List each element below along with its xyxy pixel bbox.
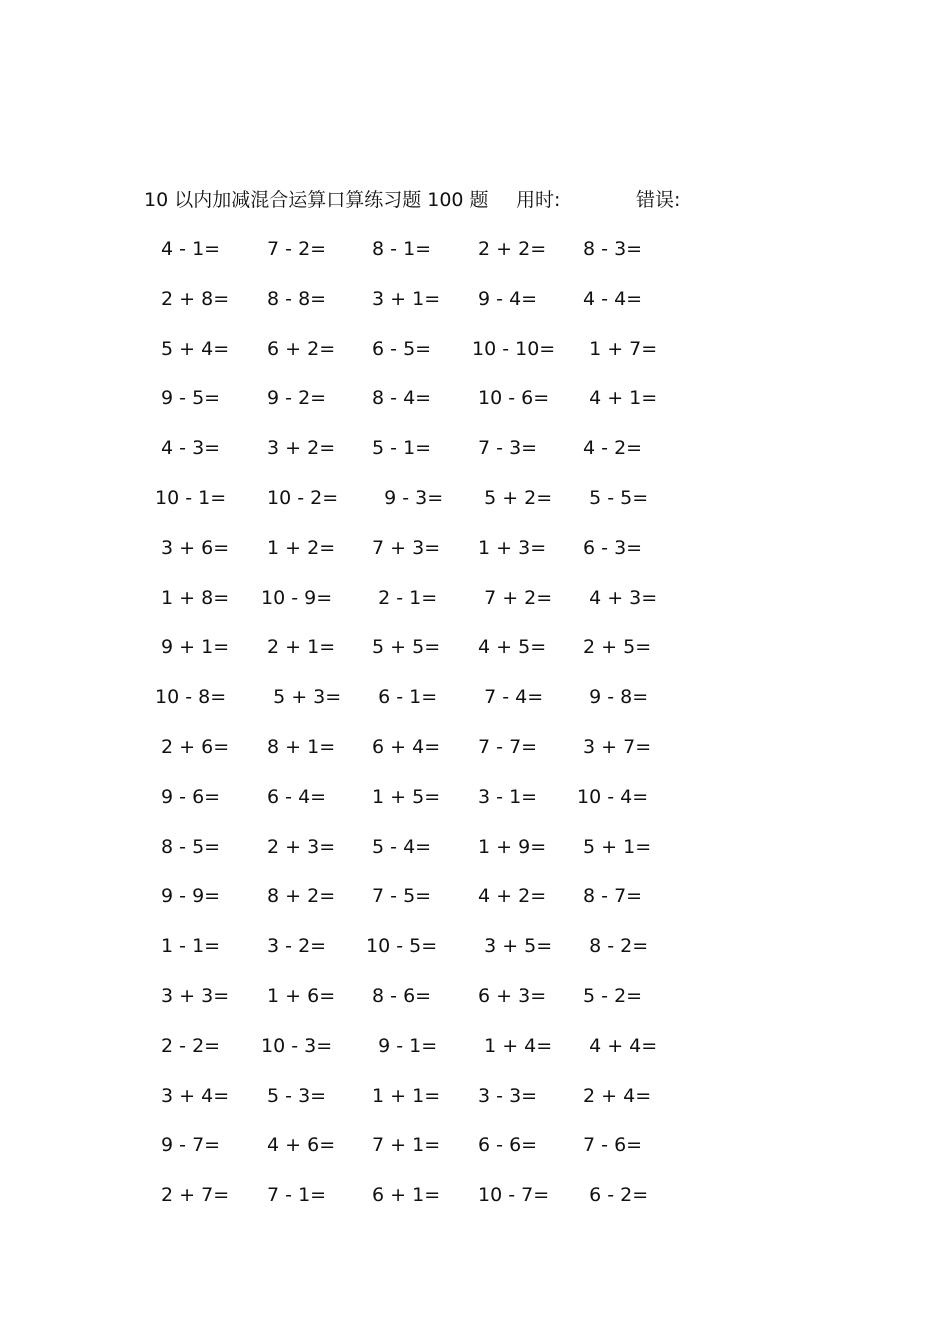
problem-row: [0, 286, 950, 336]
arithmetic-problem: 2 - 2=: [155, 1034, 221, 1057]
arithmetic-problem: 2 + 3=: [261, 835, 336, 858]
problem-row: [0, 983, 950, 1033]
arithmetic-problem: 10 - 7=: [472, 1184, 550, 1207]
problem-row: [0, 336, 950, 386]
arithmetic-problem: 2 + 1=: [261, 636, 336, 659]
arithmetic-problem: 6 - 6=: [472, 1134, 538, 1157]
arithmetic-problem: 1 + 9=: [472, 835, 547, 858]
arithmetic-problem: 3 + 5=: [472, 935, 553, 958]
arithmetic-problem: 10 - 10=: [472, 337, 556, 360]
problem-row: [0, 1083, 950, 1133]
arithmetic-problem: 5 - 5=: [577, 486, 649, 509]
arithmetic-problem: 8 + 1=: [261, 735, 336, 758]
arithmetic-problem: 6 + 1=: [366, 1184, 441, 1207]
problem-row: [0, 784, 950, 834]
arithmetic-problem: 4 + 6=: [261, 1134, 336, 1157]
problem-row: [0, 1132, 950, 1182]
arithmetic-problem: 6 - 1=: [366, 686, 438, 709]
arithmetic-problem: 7 - 6=: [577, 1134, 643, 1157]
arithmetic-problem: 10 - 4=: [577, 785, 649, 808]
problem-grid: [0, 236, 950, 1232]
arithmetic-problem: 1 - 1=: [155, 935, 221, 958]
arithmetic-problem: 3 + 1=: [366, 287, 441, 310]
arithmetic-problem: 5 - 1=: [366, 437, 432, 460]
arithmetic-problem: 6 + 4=: [366, 735, 441, 758]
arithmetic-problem: 2 + 8=: [155, 287, 230, 310]
arithmetic-problem: 1 + 8=: [155, 586, 230, 609]
arithmetic-problem: 9 - 3=: [366, 486, 444, 509]
worksheet-header: [144, 186, 844, 214]
problem-row: [0, 684, 950, 734]
arithmetic-problem: 10 - 5=: [366, 935, 438, 958]
arithmetic-problem: 5 - 4=: [366, 835, 432, 858]
problem-row: [0, 585, 950, 635]
arithmetic-problem: 3 + 2=: [261, 437, 336, 460]
arithmetic-problem: 4 - 4=: [577, 287, 643, 310]
arithmetic-problem: 8 - 6=: [366, 984, 432, 1007]
arithmetic-problem: 4 - 3=: [155, 437, 221, 460]
problem-row: [0, 485, 950, 535]
arithmetic-problem: 1 + 6=: [261, 984, 336, 1007]
arithmetic-problem: 9 - 1=: [366, 1034, 438, 1057]
arithmetic-problem: 10 - 6=: [472, 387, 550, 410]
arithmetic-problem: 5 + 2=: [472, 486, 553, 509]
arithmetic-problem: 7 - 3=: [472, 437, 538, 460]
arithmetic-problem: 9 - 4=: [472, 287, 538, 310]
arithmetic-problem: 9 - 7=: [155, 1134, 221, 1157]
problem-row: [0, 535, 950, 585]
arithmetic-problem: 3 + 4=: [155, 1084, 230, 1107]
arithmetic-problem: 5 + 3=: [261, 686, 342, 709]
arithmetic-problem: 8 - 2=: [577, 935, 649, 958]
arithmetic-problem: 8 - 1=: [366, 238, 432, 260]
arithmetic-problem: 1 + 3=: [472, 536, 547, 559]
arithmetic-problem: 4 + 1=: [577, 387, 658, 410]
arithmetic-problem: 3 + 3=: [155, 984, 230, 1007]
arithmetic-problem: 6 - 3=: [577, 536, 643, 559]
arithmetic-problem: 2 + 2=: [472, 238, 547, 260]
arithmetic-problem: 5 - 2=: [577, 984, 643, 1007]
arithmetic-problem: 1 + 2=: [261, 536, 336, 559]
arithmetic-problem: 7 + 3=: [366, 536, 441, 559]
worksheet-title: 10 以内加减混合运算口算练习题 100 题: [144, 189, 489, 211]
problem-row: [0, 634, 950, 684]
arithmetic-problem: 4 - 2=: [577, 437, 643, 460]
arithmetic-problem: 8 - 5=: [155, 835, 221, 858]
arithmetic-problem: 10 - 8=: [155, 686, 227, 709]
problem-row: [0, 1033, 950, 1083]
arithmetic-problem: 5 + 4=: [155, 337, 230, 360]
arithmetic-problem: 2 - 1=: [366, 586, 438, 609]
arithmetic-problem: 8 - 3=: [577, 238, 643, 260]
arithmetic-problem: 2 + 4=: [577, 1084, 652, 1107]
problem-row: [0, 385, 950, 435]
arithmetic-problem: 9 - 8=: [577, 686, 649, 709]
arithmetic-problem: 2 + 5=: [577, 636, 652, 659]
arithmetic-problem: 4 + 2=: [472, 885, 547, 908]
arithmetic-problem: 7 - 5=: [366, 885, 432, 908]
arithmetic-problem: 1 + 1=: [366, 1084, 441, 1107]
arithmetic-problem: 3 + 6=: [155, 536, 230, 559]
arithmetic-problem: 7 - 4=: [472, 686, 544, 709]
arithmetic-problem: 8 - 7=: [577, 885, 643, 908]
problem-row: [0, 933, 950, 983]
arithmetic-problem: 9 + 1=: [155, 636, 230, 659]
arithmetic-problem: 9 - 6=: [155, 785, 221, 808]
problem-row: [0, 236, 950, 286]
arithmetic-problem: 10 - 9=: [261, 586, 333, 609]
arithmetic-problem: 6 - 5=: [366, 337, 432, 360]
problem-row: [0, 834, 950, 884]
arithmetic-problem: 1 + 7=: [577, 337, 658, 360]
arithmetic-problem: 9 - 9=: [155, 885, 221, 908]
arithmetic-problem: 6 + 2=: [261, 337, 336, 360]
problem-row: [0, 734, 950, 784]
arithmetic-problem: 5 - 3=: [261, 1084, 327, 1107]
arithmetic-problem: 6 - 4=: [261, 785, 327, 808]
arithmetic-problem: 7 + 1=: [366, 1134, 441, 1157]
arithmetic-problem: 7 - 2=: [261, 238, 327, 260]
arithmetic-problem: 1 + 4=: [472, 1034, 553, 1057]
arithmetic-problem: 4 + 4=: [577, 1034, 658, 1057]
time-label: 用时:: [516, 189, 561, 211]
arithmetic-problem: 8 - 4=: [366, 387, 432, 410]
arithmetic-problem: 5 + 1=: [577, 835, 652, 858]
arithmetic-problem: 10 - 3=: [261, 1034, 333, 1057]
arithmetic-problem: 10 - 1=: [155, 486, 227, 509]
arithmetic-problem: 9 - 5=: [155, 387, 221, 410]
problem-row: [0, 883, 950, 933]
arithmetic-problem: 4 + 5=: [472, 636, 547, 659]
arithmetic-problem: 3 + 7=: [577, 735, 652, 758]
arithmetic-problem: 4 + 3=: [577, 586, 658, 609]
problem-row: [0, 435, 950, 485]
arithmetic-problem: 3 - 2=: [261, 935, 327, 958]
errors-label: 错误:: [636, 189, 681, 211]
arithmetic-problem: 3 - 1=: [472, 785, 538, 808]
arithmetic-problem: 2 + 7=: [155, 1184, 230, 1207]
arithmetic-problem: 5 + 5=: [366, 636, 441, 659]
arithmetic-problem: 4 - 1=: [155, 238, 221, 260]
arithmetic-problem: 10 - 2=: [261, 486, 339, 509]
arithmetic-problem: 6 + 3=: [472, 984, 547, 1007]
arithmetic-problem: 3 - 3=: [472, 1084, 538, 1107]
arithmetic-problem: 2 + 6=: [155, 735, 230, 758]
arithmetic-problem: 1 + 5=: [366, 785, 441, 808]
arithmetic-problem: 7 - 1=: [261, 1184, 327, 1207]
arithmetic-problem: 9 - 2=: [261, 387, 327, 410]
arithmetic-problem: 7 + 2=: [472, 586, 553, 609]
arithmetic-problem: 8 - 8=: [261, 287, 327, 310]
arithmetic-problem: 8 + 2=: [261, 885, 336, 908]
arithmetic-problem: 6 - 2=: [577, 1184, 649, 1207]
problem-row: [0, 1182, 950, 1232]
arithmetic-problem: 7 - 7=: [472, 735, 538, 758]
